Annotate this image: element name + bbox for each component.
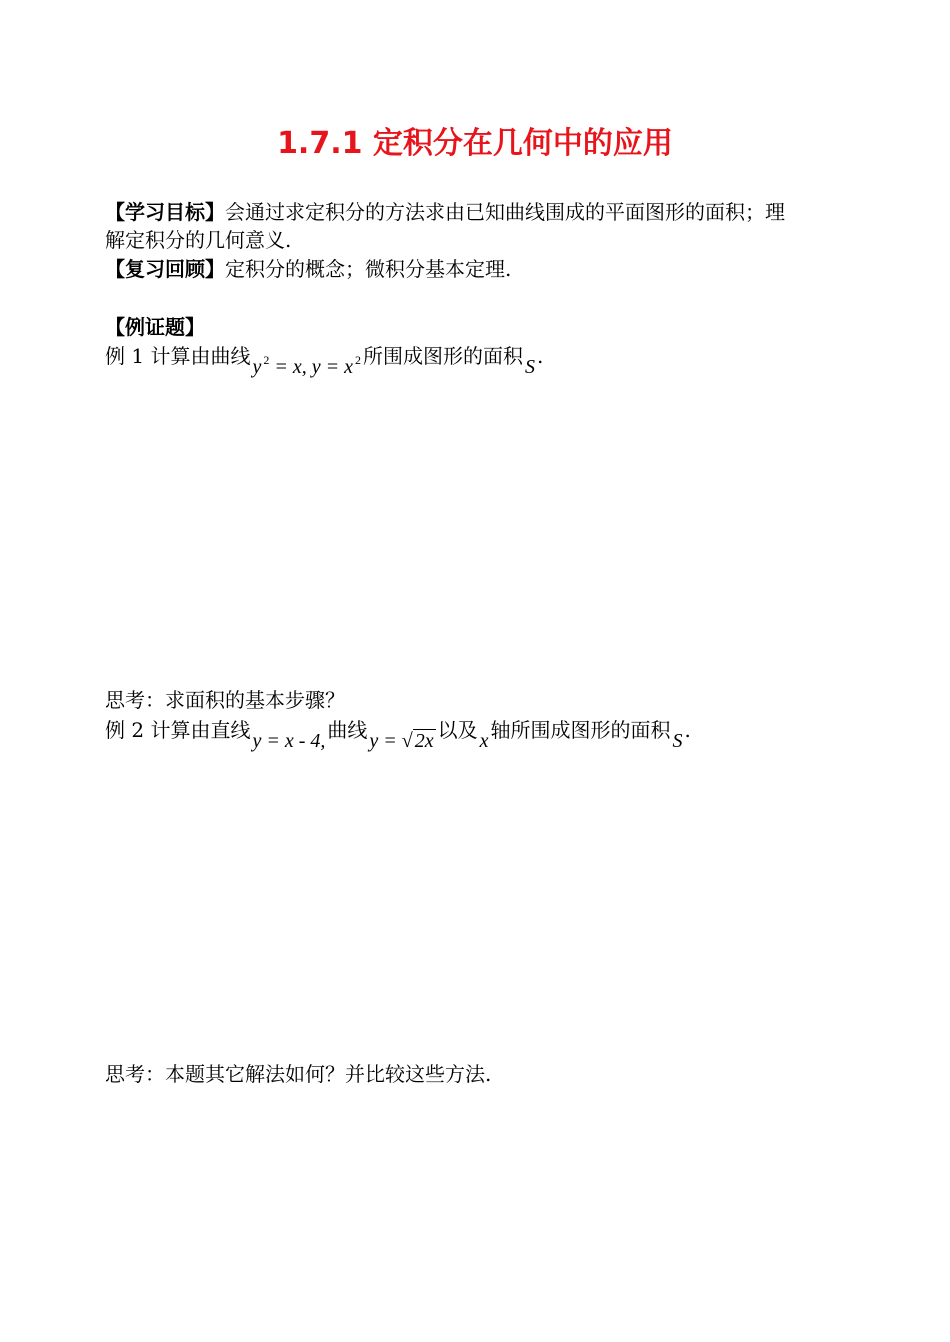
eq-exponent-2: 2 [354,353,361,367]
curve-lhs: y = [369,730,402,752]
objective-text-1: 会通过求定积分的方法求由已知曲线围成的平面图形的面积；理 [225,200,785,224]
example-2-var-wrap [673,730,683,752]
example-2-axis: x [479,730,489,752]
example-2-end: . [684,718,691,742]
example-2-curve-eq [369,730,435,752]
radicand-text: 2x [414,730,434,752]
radicand [413,729,436,752]
example-2-mid1: 曲线 [327,718,368,742]
example-1-var-wrap [525,356,535,378]
eq-exponent-1: 2 [263,353,270,367]
examples-heading: 【例证题】 [105,315,205,339]
example-1-prefix: 例 1 计算由曲线 [105,344,251,368]
review-line [105,255,511,283]
sqrt-icon: √ [401,730,413,752]
think-1: 思考：求面积的基本步骤？ [105,688,345,712]
objective-line-1 [105,198,785,226]
example-2-mid2: 以及 [437,718,478,742]
example-1-var: S [524,356,535,378]
review-label: 【复习回顾】 [105,257,225,281]
review-text: 定积分的概念；微积分基本定理. [225,257,512,281]
example-1 [105,342,544,378]
line-equation: y = x - 4, [252,730,326,752]
example-2-prefix: 例 2 计算由直线 [105,718,251,742]
example-2-mid3: 轴所围成图形的面积 [490,718,671,742]
example-1-middle: 所围成图形的面积 [362,344,523,368]
example-1-equation [252,353,361,378]
example-2-var: S [672,730,683,752]
eq-y: y [252,356,262,378]
example-2-axis-wrap [480,730,489,752]
objective-label: 【学习目标】 [105,200,225,224]
eq-rest: = x, y = x [274,356,353,378]
example-2-line-eq [252,730,325,752]
example-1-end: . [536,344,544,368]
think-2: 思考：本题其它解法如何？并比较这些方法. [105,1062,492,1086]
page-title: 1.7.1 定积分在几何中的应用 [277,126,673,161]
example-2 [105,716,691,752]
objective-line-2 [105,226,291,254]
objective-text-2: 解定积分的几何意义. [105,228,292,252]
